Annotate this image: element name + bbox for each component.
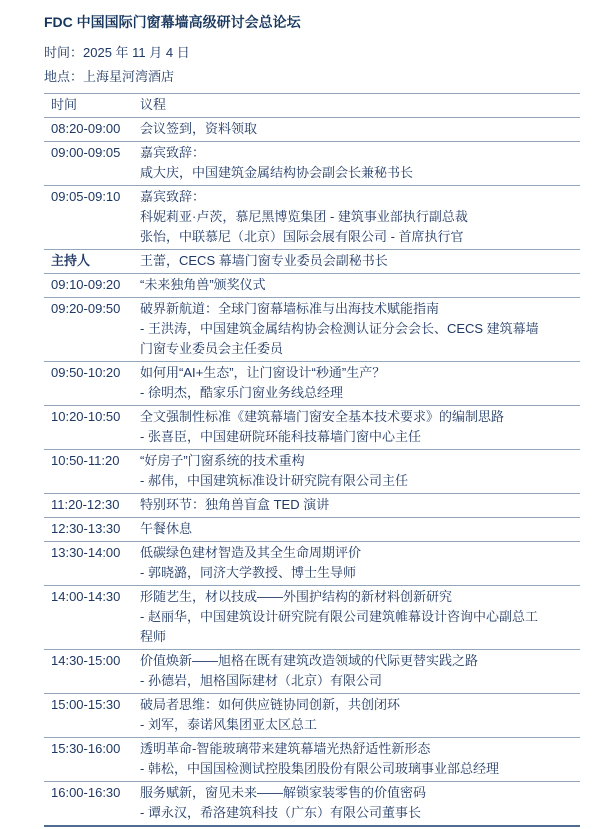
agenda-line: 科妮莉亚·卢茨，慕尼黑博览集团 - 建筑事业部执行副总裁 <box>140 209 468 224</box>
row-time: 15:30-16:00 <box>51 741 121 756</box>
column-header-time: 时间 <box>51 97 78 112</box>
row-time: 14:30-15:00 <box>51 653 121 668</box>
row-agenda <box>140 739 580 779</box>
row-time: 14:00-14:30 <box>51 589 121 604</box>
table-row <box>44 782 580 827</box>
agenda-line: 王蕾，CECS 幕墙门窗专业委员会副秘书长 <box>140 253 388 268</box>
agenda-line: 门窗专业委员会主任委员 <box>140 341 284 356</box>
row-agenda <box>140 187 580 247</box>
agenda-line: - 刘军，泰诺风集团亚太区总工 <box>140 717 317 732</box>
row-time: 09:50-10:20 <box>51 365 121 380</box>
row-time: 09:20-09:50 <box>51 301 121 316</box>
agenda-line: - 王洪涛，中国建筑金属结构协会检测认证分会会长、CECS 建筑幕墙 <box>140 321 539 336</box>
row-agenda <box>140 651 580 691</box>
row-time: 12:30-13:30 <box>51 521 121 536</box>
table-row <box>44 450 580 494</box>
agenda-line: 低碳绿色建材智造及其全生命周期评价 <box>140 545 362 560</box>
agenda-line: - 徐明杰，酷家乐门窗业务线总经理 <box>140 385 343 400</box>
table-row <box>44 186 580 250</box>
table-row <box>44 142 580 186</box>
table-row <box>44 694 580 738</box>
agenda-line: - 韩松，中国国检测试控股集团股份有限公司玻璃事业部总经理 <box>140 761 499 776</box>
table-row <box>44 250 580 274</box>
meta-date <box>44 41 580 65</box>
row-time: 09:05-09:10 <box>51 189 121 204</box>
table-row <box>44 298 580 362</box>
column-header-agenda: 议程 <box>140 97 167 112</box>
agenda-line: 服务赋新，窗见未来——解锁家装零售的价值密码 <box>140 785 427 800</box>
meta-date-label: 时间： <box>44 45 84 60</box>
agenda-line: 午餐休息 <box>140 521 193 536</box>
table-row <box>44 118 580 142</box>
agenda-line: 咸大庆，中国建筑金属结构协会副会长兼秘书长 <box>140 165 414 180</box>
table-body <box>44 118 580 827</box>
agenda-line: 透明革命-智能玻璃带来建筑幕墙光热舒适性新形态 <box>140 741 431 756</box>
table-row <box>44 542 580 586</box>
table-row <box>44 738 580 782</box>
row-agenda <box>140 495 580 515</box>
row-agenda <box>140 119 580 139</box>
agenda-line: 嘉宾致辞： <box>140 145 206 160</box>
row-agenda <box>140 299 580 359</box>
table-row <box>44 518 580 542</box>
agenda-table <box>44 93 580 827</box>
meta-venue-label: 地点： <box>44 69 84 84</box>
agenda-line: 破界新航道：全球门窗幕墙标准与出海技术赋能指南 <box>140 301 440 316</box>
row-time: 09:00-09:05 <box>51 145 121 160</box>
agenda-line: 形随艺生，材以技成——外围护结构的新材料创新研究 <box>140 589 453 604</box>
row-agenda <box>140 543 580 583</box>
row-agenda <box>140 251 580 271</box>
row-agenda <box>140 519 580 539</box>
row-time: 16:00-16:30 <box>51 785 121 800</box>
meta-venue <box>44 65 580 89</box>
agenda-line: - 孙德岩，旭格国际建材（北京）有限公司 <box>140 673 382 688</box>
agenda-line: 特别环节：独角兽盲盒 TED 演讲 <box>140 497 330 512</box>
row-agenda <box>140 783 580 823</box>
row-time: 11:20-12:30 <box>51 497 120 512</box>
table-row <box>44 406 580 450</box>
agenda-line: “好房子”门窗系统的技术重构 <box>140 453 305 468</box>
table-row <box>44 494 580 518</box>
table-row <box>44 362 580 406</box>
row-time: 主持人 <box>51 253 91 268</box>
agenda-line: - 赵丽华，中国建筑设计研究院有限公司建筑帷幕设计咨询中心副总工 <box>140 609 538 624</box>
row-agenda <box>140 451 580 491</box>
agenda-line: - 郝伟，中国建筑标准设计研究院有限公司主任 <box>140 473 408 488</box>
agenda-line: - 郭晓潞，同济大学教授、博士生导师 <box>140 565 356 580</box>
agenda-line: 程师 <box>140 629 167 644</box>
table-row <box>44 274 580 298</box>
row-time: 09:10-09:20 <box>51 277 121 292</box>
row-time: 13:30-14:00 <box>51 545 121 560</box>
table-header-row <box>44 94 580 118</box>
agenda-line: 嘉宾致辞： <box>140 189 206 204</box>
agenda-line: 破局者思维：如何供应链协同创新，共创闭环 <box>140 697 401 712</box>
agenda-line: - 谭永汉，希洛建筑科技（广东）有限公司董事长 <box>140 805 421 820</box>
row-agenda <box>140 695 580 735</box>
meta-venue-value: 上海星河湾酒店 <box>83 69 175 84</box>
row-time: 10:50-11:20 <box>51 453 120 468</box>
table-row <box>44 586 580 650</box>
agenda-line: 会议签到，资料领取 <box>140 121 258 136</box>
row-time: 15:00-15:30 <box>51 697 121 712</box>
meta-date-value: 2025 年 11 月 4 日 <box>83 45 190 60</box>
page-title: FDC 中国国际门窗幕墙高级研讨会总论坛 <box>44 14 301 30</box>
row-agenda <box>140 587 580 647</box>
row-agenda <box>140 275 580 295</box>
agenda-line: 价值焕新——旭格在既有建筑改造领域的代际更替实践之路 <box>140 653 479 668</box>
row-agenda <box>140 363 580 403</box>
agenda-line: 如何用“AI+生态”，让门窗设计“秒通”生产？ <box>140 365 386 380</box>
table-row <box>44 650 580 694</box>
row-time: 10:20-10:50 <box>51 409 121 424</box>
agenda-line: 张怡，中联慕尼（北京）国际会展有限公司 - 首席执行官 <box>140 229 464 244</box>
row-time: 08:20-09:00 <box>51 121 121 136</box>
row-agenda <box>140 143 580 183</box>
row-agenda <box>140 407 580 447</box>
agenda-line: 全文强制性标准《建筑幕墙门窗安全基本技术要求》的编制思路 <box>140 409 505 424</box>
agenda-line: “未来独角兽”颁奖仪式 <box>140 277 266 292</box>
agenda-line: - 张喜臣，中国建研院环能科技幕墙门窗中心主任 <box>140 429 421 444</box>
